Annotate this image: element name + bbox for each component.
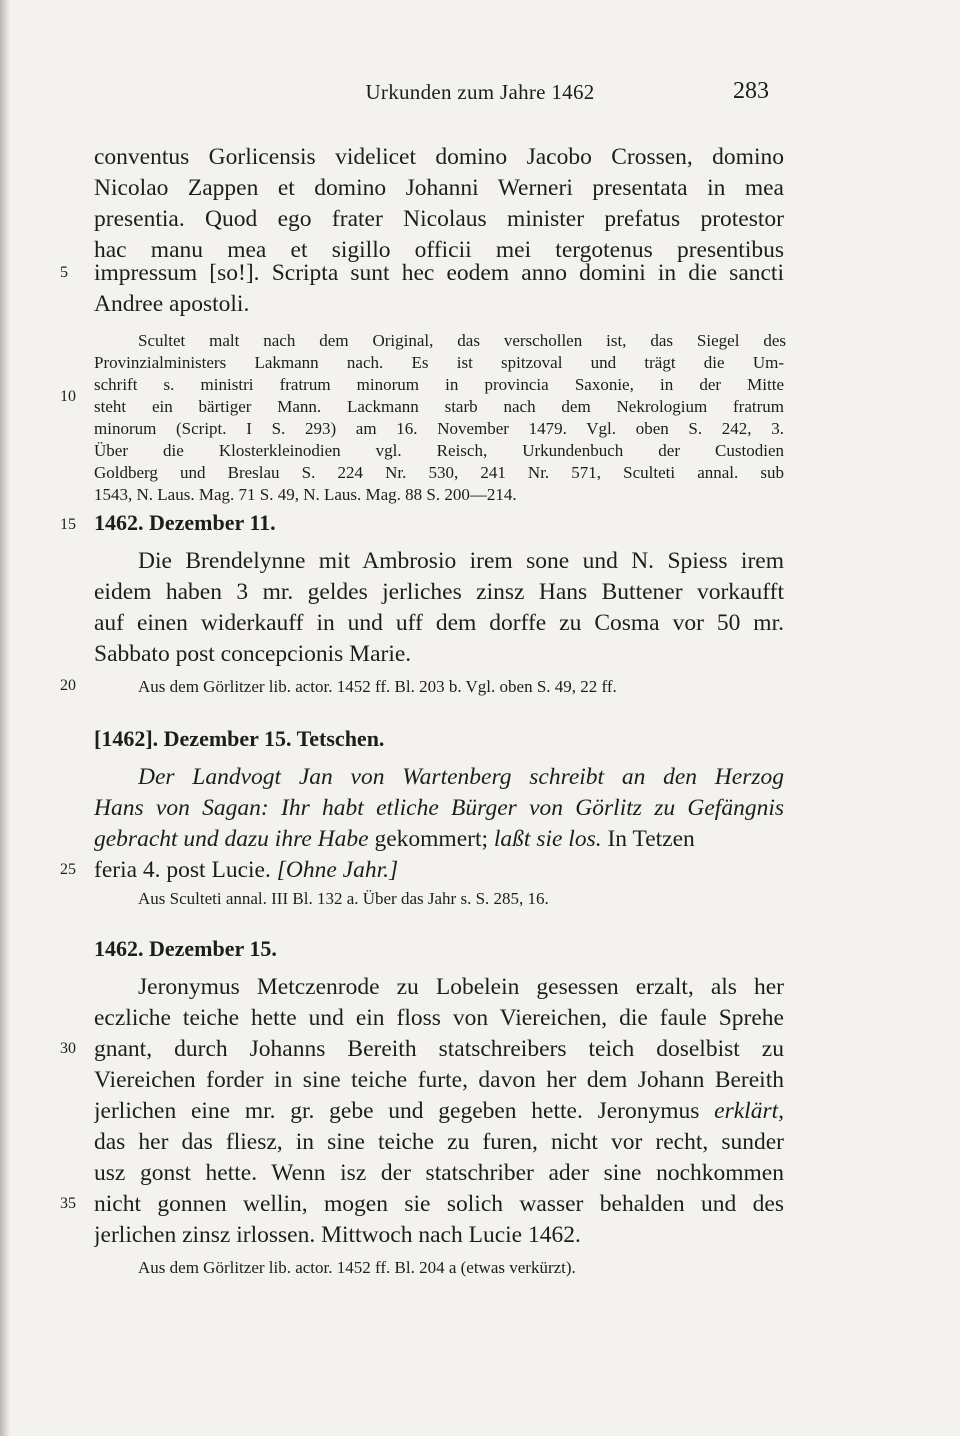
line-number: 25 [60, 861, 76, 878]
page-number: 283 [733, 78, 769, 104]
plain-text: In Tetzen [601, 826, 695, 852]
entry-heading: 1462. Dezember 15. [94, 936, 277, 961]
text-line: usz gonst hette. Wenn isz der statschriber ader sine nochkommen [94, 1160, 784, 1186]
plain-text: feria 4. post Lucie. [94, 857, 277, 883]
text-line: nicht gonnen wellin, mogen sie solich wasser behalden und des [94, 1191, 784, 1217]
entry-heading: 1462. Dezember 11. [94, 510, 276, 535]
text-line: Der Landvogt Jan von Wartenberg schreibt an den Herzog [138, 764, 784, 790]
italic-text: laßt sie los. [493, 826, 602, 852]
note-line: steht ein bärtiger Mann. Lackmann starb nach dem Nekrologium fratrum [94, 397, 784, 416]
italic-text: [Ohne Jahr.] [276, 857, 399, 883]
text-line: das her das fliesz, in sine teiche zu furen, nicht vor recht, sunder [94, 1129, 784, 1155]
plain-text: gekommert; [368, 826, 494, 852]
line-number: 10 [60, 388, 76, 405]
note-line: 1543, N. Laus. Mag. 71 S. 49, N. Laus. Mag. 88 S. 200—214. [94, 485, 517, 504]
entry-heading: [1462]. Dezember 15. Tetschen. [94, 726, 385, 751]
text-line [94, 855, 784, 886]
line-number: 20 [60, 677, 76, 694]
text-line: Hans von Sagan: Ihr habt etliche Bürger von Görlitz zu Gefängnis [94, 795, 784, 821]
line-number: 5 [60, 264, 68, 281]
text-line [94, 824, 784, 855]
text-line: Andree apostoli. [94, 291, 250, 317]
source-note: Aus dem Görlitzer lib. actor. 1452 ff. Bl. 203 b. Vgl. oben S. 49, 22 ff. [138, 677, 617, 696]
text-line: eidem haben 3 mr. geldes jerliches zinsz Hans Buttener vorkaufft [94, 579, 784, 605]
note-line: Über die Klosterkleinodien vgl. Reisch, Urkundenbuch der Custodien [94, 441, 784, 460]
source-note: Aus dem Görlitzer lib. actor. 1452 ff. Bl. 204 a (etwas verkürzt). [138, 1258, 576, 1277]
note-line: schrift s. ministri fratrum minorum in provincia Saxonie, in der Mitte [94, 375, 784, 394]
text-line: jerlichen zinsz irlossen. Mittwoch nach Lucie 1462. [94, 1222, 581, 1248]
line-number: 30 [60, 1040, 76, 1057]
text-line: Nicolao Zappen et domino Johanni Werneri presentata in mea [94, 175, 784, 201]
italic-text: erklärt, [714, 1098, 784, 1124]
note-line: minorum (Script. I S. 293) am 16. November 1479. Vgl. oben S. 242, 3. [94, 419, 784, 438]
text-line: auf einen widerkauff in und uff dem dorffe zu Cosma vor 50 mr. [94, 610, 784, 636]
text-line: hac manu mea et sigillo officii mei tergotenus presentibus [94, 237, 784, 263]
text-line [94, 1096, 784, 1127]
text-line: eczliche teiche hette und ein floss von Viereichen, die faule Sprehe [94, 1005, 784, 1031]
text-line: Die Brendelynne mit Ambrosio irem sone und N. Spiess irem [138, 548, 784, 574]
plain-text: jerlichen eine mr. gr. gebe und gegeben hette. Jeronymus [94, 1098, 715, 1124]
text-line: presentia. Quod ego frater Nicolaus minister prefatus protestor [94, 206, 784, 232]
line-number: 15 [60, 516, 76, 533]
note-line: Provinzialministers Lakmann nach. Es ist spitzoval und trägt die Um- [94, 353, 784, 372]
text-line: impressum [so!]. Scripta sunt hec eodem anno domini in die sancti [94, 260, 784, 286]
text-line: gnant, durch Johanns Bereith statschreibers teich doselbist zu [94, 1036, 784, 1062]
text-line: Viereichen forder in sine teiche furte, davon her dem Johann Bereith [94, 1067, 784, 1093]
text-line: Jeronymus Metczenrode zu Lobelein gesessen erzalt, als her [138, 974, 784, 1000]
italic-text: gebracht und dazu ihre Habe [94, 826, 369, 852]
line-number: 35 [60, 1195, 76, 1212]
note-line: Scultet malt nach dem Original, das verschollen ist, das Siegel des [138, 331, 786, 350]
source-note: Aus Sculteti annal. III Bl. 132 a. Über das Jahr s. S. 285, 16. [138, 889, 549, 908]
note-line: Goldberg und Breslau S. 224 Nr. 530, 241 Nr. 571, Sculteti annal. sub [94, 463, 784, 482]
text-line: conventus Gorlicensis videlicet domino Jacobo Crossen, domino [94, 144, 784, 170]
page-edge-shadow [0, 0, 10, 1436]
text-line: Sabbato post concepcionis Marie. [94, 641, 412, 667]
running-header: Urkunden zum Jahre 1462 [365, 80, 595, 104]
